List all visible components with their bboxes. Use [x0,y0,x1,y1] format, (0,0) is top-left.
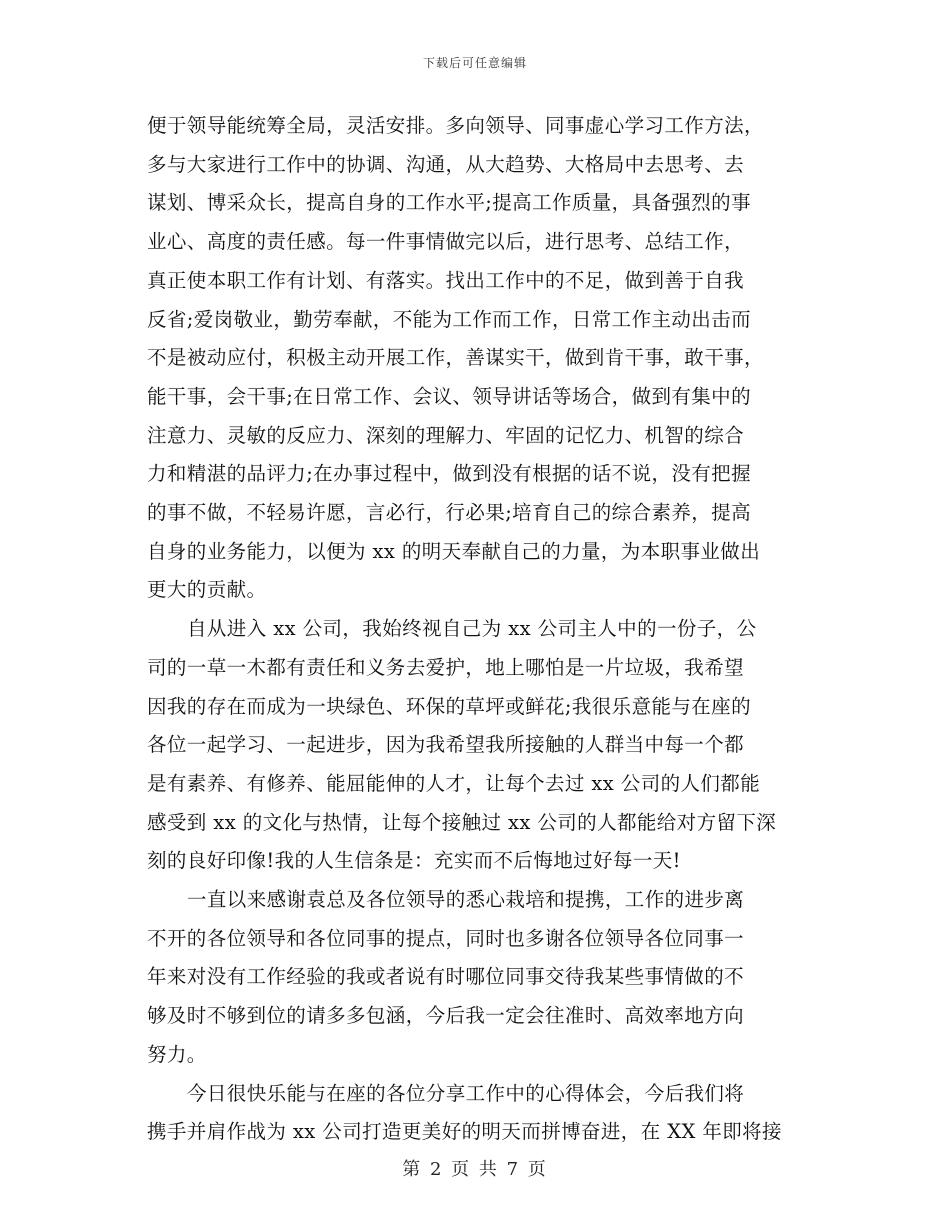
text-line: 更大的贡献。 [147,578,267,602]
page-header: 下载后可任意编辑 [422,56,527,70]
text-line: 谋划、博采众长，提高自身的工作水平;提高工作质量，具备强烈的事 [147,191,751,215]
text-line: 年来对没有工作经验的我或者说有时哪位同事交待我某些事情做的不 [147,965,745,989]
text-line: 是有素养、有修养、能屈能伸的人才，让每个去过 xx 公司的人们都能 [147,771,761,795]
text-line: 刻的良好印像!我的人生信条是：充实而不后悔地过好每一天! [147,849,681,873]
page-footer: 第 2 页 共 7 页 [402,1159,548,1180]
text-line: 力和精湛的品评力;在办事过程中，做到没有根据的话不说，没有把握 [147,462,751,486]
text-line: 感受到 xx 的文化与热情，让每个接触过 xx 公司的人都能给对方留下深 [147,810,777,834]
text-line: 反省;爱岗敬业，勤劳奉献，不能为工作而工作，日常工作主动出击而 [147,307,751,331]
text-line: 能干事，会干事;在日常工作、会议、领导讲话等场合，做到有集中的 [147,384,751,408]
paragraph [147,881,812,1075]
text-line: 努力。 [147,1042,207,1066]
text-line: 今日很快乐能与在座的各位分享工作中的心得体会，今后我们将 [187,1081,745,1105]
text-line: 自身的业务能力，以便为 xx 的明天奉献自己的力量，为本职事业做出 [147,539,761,563]
text-line: 一直以来感谢袁总及各位领导的悉心栽培和提携，工作的进步离 [187,888,745,912]
text-line: 不是被动应付，积极主动开展工作，善谋实干，做到肯干事，敢干事， [147,346,764,370]
paragraph [147,1075,812,1152]
paragraph [147,610,812,881]
text-line: 多与大家进行工作中的协调、沟通，从大趋势、大格局中去思考、去 [147,152,745,176]
text-line: 够及时不够到位的请多多包涵，今后我一定会往准时、高效率地方向 [147,1004,745,1028]
text-line: 因我的存在而成为一块绿色、环保的草坪或鲜花;我很乐意能与在座的 [147,694,751,718]
text-line: 自从进入 xx 公司，我始终视自己为 xx 公司主人中的一份子，公 [187,617,757,641]
text-line: 不开的各位领导和各位同事的提点，同时也多谢各位领导各位同事一 [147,926,745,950]
text-line: 的事不做，不轻易许愿，言必行，行必果;培育自己的综合素养，提高 [147,501,751,525]
text-line: 业心、高度的责任感。每一件事情做完以后，进行思考、总结工作， [147,230,745,254]
text-line: 各位一起学习、一起进步，因为我希望我所接触的人群当中每一个都 [147,733,745,757]
text-line: 司的一草一木都有责任和义务去爱护，地上哪怕是一片垃圾，我希望 [147,655,745,679]
text-line: 注意力、灵敏的反应力、深刻的理解力、牢固的记忆力、机智的综合 [147,423,745,447]
text-line: 真正使本职工作有计划、有落实。找出工作中的不足，做到善于自我 [147,268,745,292]
paragraph [147,107,812,610]
text-line: 携手并肩作战为 xx 公司打造更美好的明天而拼博奋进，在 XX 年即将接 [147,1120,782,1144]
document-body [147,107,812,1152]
text-line: 便于领导能统筹全局，灵活安排。多向领导、同事虚心学习工作方法， [147,114,764,137]
